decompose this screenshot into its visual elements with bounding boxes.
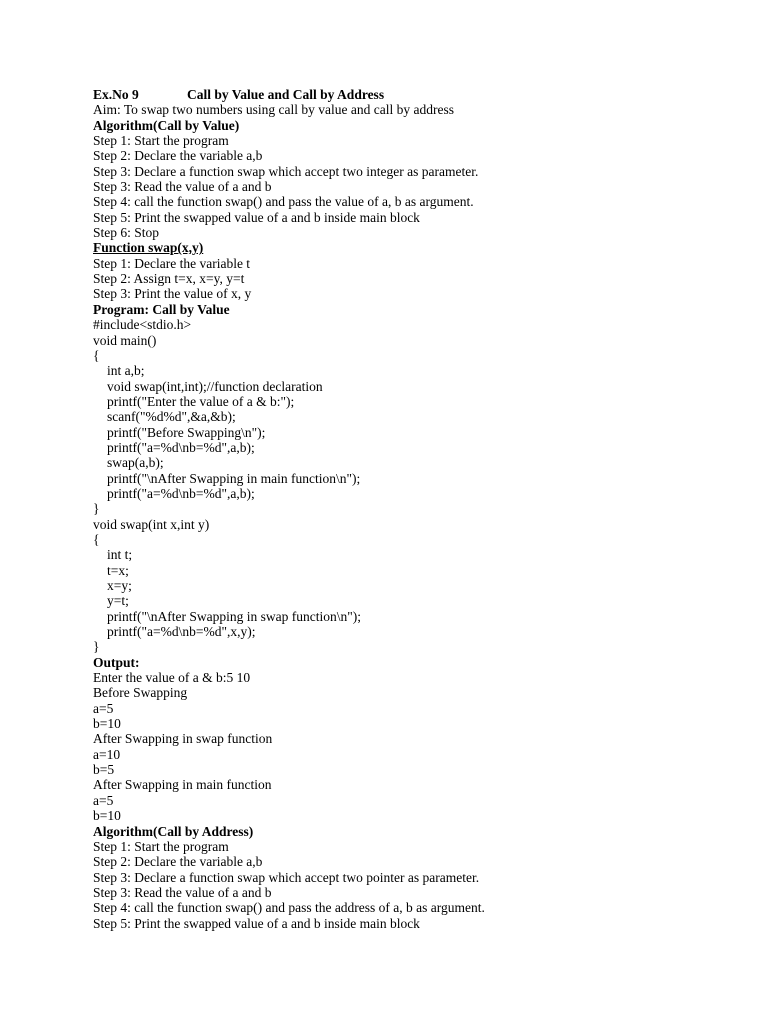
- code-line: int a,b;: [107, 363, 145, 379]
- algorithm-step: Step 4: call the function swap() and pass the address of a, b as argument.: [93, 900, 485, 916]
- algorithm-value-heading: Algorithm(Call by Value): [93, 117, 240, 133]
- code-line: int t;: [107, 547, 133, 563]
- algorithm-step: Step 1: Start the program: [93, 838, 229, 854]
- code-line: printf("a=%d\nb=%d",a,b);: [107, 485, 255, 501]
- output-line: a=10: [93, 746, 121, 762]
- function-swap-steps: [93, 256, 733, 302]
- algorithm-step: Step 5: Print the swapped value of a and b inside main block: [93, 915, 420, 931]
- output-line: After Swapping in swap function: [93, 731, 273, 747]
- algorithm-step: Step 6: Stop: [93, 225, 160, 241]
- code-line: printf("Before Swapping\n");: [107, 424, 266, 440]
- algorithm-address-heading: Algorithm(Call by Address): [93, 823, 254, 839]
- code-line: scanf("%d%d",&a,&b);: [107, 409, 236, 425]
- function-step: Step 2: Assign t=x, x=y, y=t: [93, 271, 245, 287]
- code-line: {: [93, 347, 100, 363]
- code-line: printf("a=%d\nb=%d",x,y);: [107, 624, 256, 640]
- code-line: swap(a,b);: [107, 455, 164, 471]
- algorithm-step: Step 4: call the function swap() and pass the value of a, b as argument.: [93, 194, 474, 210]
- algorithm-step: Step 3: Read the value of a and b: [93, 884, 272, 900]
- exercise-title: Call by Value and Call by Address: [187, 87, 385, 102]
- code-line: }: [93, 639, 100, 655]
- output-lines: [93, 670, 733, 823]
- output-line: b=10: [93, 716, 121, 732]
- code-line: x=y;: [107, 578, 132, 593]
- algorithm-step: Step 3: Declare a function swap which accept two pointer as parameter.: [93, 869, 480, 885]
- code-line: {: [93, 531, 100, 547]
- code-line: void swap(int,int);//function declaration: [107, 378, 323, 394]
- code-line: printf("a=%d\nb=%d",a,b);: [107, 439, 255, 455]
- code-line: }: [93, 501, 100, 517]
- algorithm-step: Step 2: Declare the variable a,b: [93, 148, 263, 164]
- algorithm-step: Step 3: Declare a function swap which accept two integer as parameter.: [93, 163, 479, 179]
- code-line: y=t;: [107, 593, 129, 609]
- function-step: Step 3: Print the value of x, y: [93, 286, 252, 302]
- exercise-header: [93, 87, 733, 102]
- algorithm-step: Step 1: Start the program: [93, 133, 229, 149]
- aim-text: Aim: To swap two numbers using call by value and call by address: [93, 102, 454, 118]
- code-line: #include<stdio.h>: [93, 317, 192, 333]
- document-page: [93, 87, 733, 931]
- code-line: printf("\nAfter Swapping in swap function\n");: [107, 608, 361, 624]
- algorithm-address-steps: [93, 839, 733, 931]
- function-swap-heading: Function swap(x,y): [93, 240, 204, 256]
- output-line: a=5: [93, 792, 114, 808]
- program-heading: Program: Call by Value: [93, 301, 230, 317]
- function-step: Step 1: Declare the variable t: [93, 255, 251, 271]
- code-line: printf("\nAfter Swapping in main function\n");: [107, 470, 361, 486]
- code-line: void swap(int x,int y): [93, 516, 210, 532]
- output-line: Before Swapping: [93, 685, 188, 701]
- output-line: After Swapping in main function: [93, 777, 272, 793]
- output-heading: Output:: [93, 654, 140, 670]
- output-line: a=5: [93, 700, 114, 716]
- algorithm-step: Step 5: Print the swapped value of a and b inside main block: [93, 209, 420, 225]
- code-line: t=x;: [107, 562, 129, 578]
- output-line: b=10: [93, 808, 121, 824]
- algorithm-step: Step 2: Declare the variable a,b: [93, 854, 263, 870]
- code-line: printf("Enter the value of a & b:");: [107, 393, 295, 409]
- code-line: void main(): [93, 332, 157, 348]
- output-line: Enter the value of a & b:5 10: [93, 670, 251, 686]
- algorithm-value-steps: [93, 133, 733, 240]
- exercise-number: Ex.No 9: [93, 87, 139, 102]
- output-line: b=5: [93, 762, 115, 778]
- algorithm-step: Step 3: Read the value of a and b: [93, 179, 272, 195]
- program-code: [93, 317, 733, 655]
